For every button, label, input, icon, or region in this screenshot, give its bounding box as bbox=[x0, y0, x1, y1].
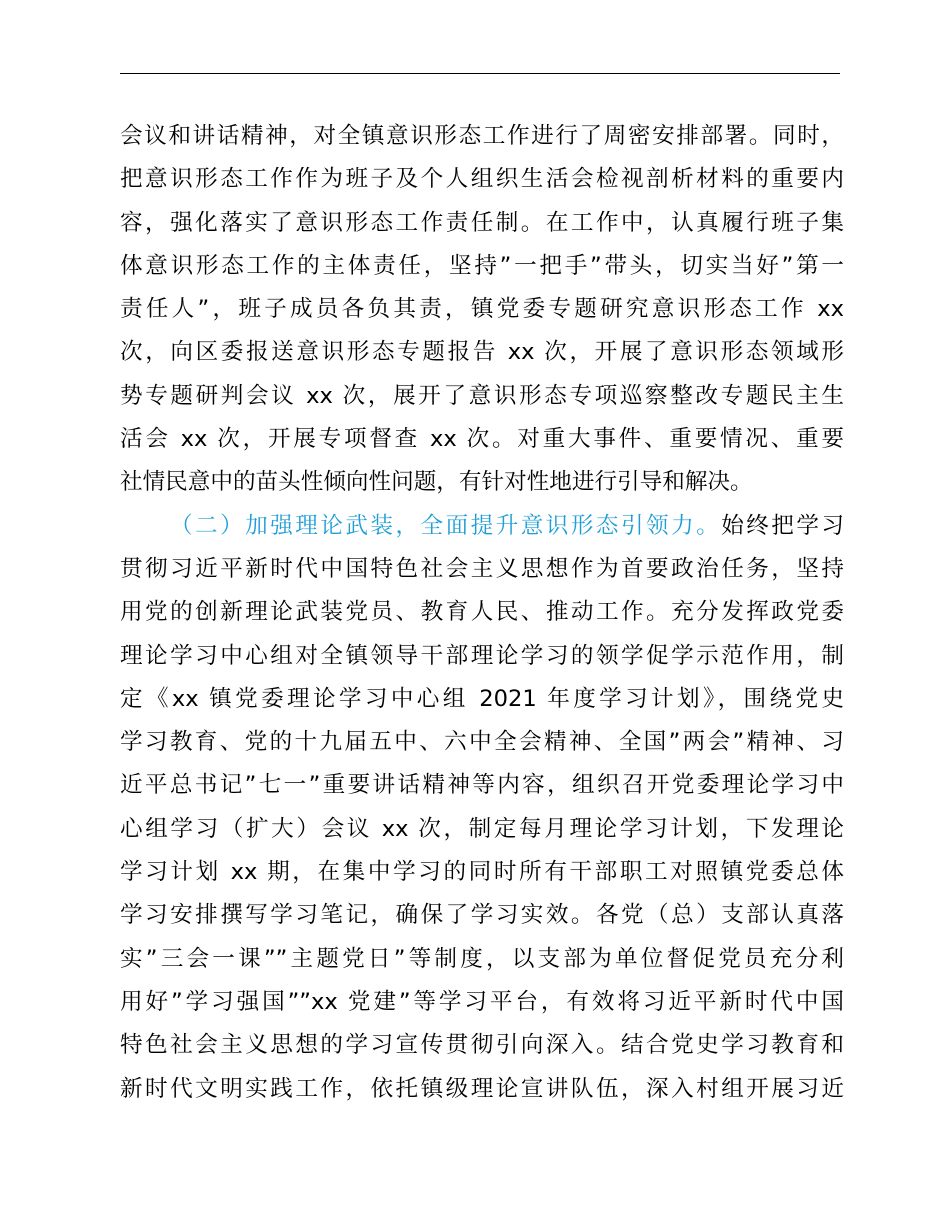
paragraph-line: 活会 xx 次，开展专项督查 xx 次。对重大事件、重要情况、重要 bbox=[120, 426, 844, 453]
paragraph-line: 体意识形态工作的主体责任，坚持”一把手”带头，切实当好”第一 bbox=[120, 252, 844, 279]
section-heading-line bbox=[120, 505, 844, 548]
section-2 bbox=[120, 505, 844, 1111]
paragraph-line: 定《xx 镇党委理论学习中心组 2021 年度学习计划》，围绕党史 bbox=[120, 685, 844, 712]
paragraph-line: 学习计划 xx 期，在集中学习的同时所有干部职工对照镇党委总体 bbox=[120, 859, 844, 886]
paragraph-line: 用党的创新理论武装党员、教育人民、推动工作。充分发挥政党委 bbox=[120, 599, 844, 626]
section-heading: （二）加强理论武装，全面提升意识形态引领力。 bbox=[170, 512, 722, 539]
paragraph-line: 学习教育、党的十九届五中、六中全会精神、全国”两会”精神、习 bbox=[120, 729, 844, 756]
paragraph-line: 社情民意中的苗头性倾向性问题，有针对性地进行引导和解决。 bbox=[120, 469, 753, 496]
paragraph-line: 会议和讲话精神，对全镇意识形态工作进行了周密安排部署。同时， bbox=[120, 123, 844, 149]
section-heading-rest: 始终把学习 bbox=[721, 512, 845, 539]
paragraph-line: 心组学习（扩大）会议 xx 次，制定每月理论学习计划，下发理论 bbox=[120, 815, 844, 842]
header-rule bbox=[120, 73, 840, 74]
paragraph-line: 新时代文明实践工作，依托镇级理论宣讲队伍，深入村组开展习近 bbox=[120, 1075, 844, 1102]
paragraph-line: 理论学习中心组对全镇领导干部理论学习的领学促学示范作用，制 bbox=[120, 642, 844, 669]
paragraph-line: 容，强化落实了意识形态工作责任制。在工作中，认真履行班子集 bbox=[120, 209, 844, 236]
paragraph-line: 责任人”，班子成员各负其责，镇党委专题研究意识形态工作 xx bbox=[120, 296, 844, 323]
paragraph-line: 用好”学习强国””xx 党建”等学习平台，有效将习近平新时代中国 bbox=[120, 988, 844, 1015]
paragraph-1 bbox=[120, 115, 844, 505]
paragraph-line: 贯彻习近平新时代中国特色社会主义思想作为首要政治任务，坚持 bbox=[120, 555, 844, 582]
paragraph-line: 近平总书记”七一”重要讲话精神等内容，组织召开党委理论学习中 bbox=[120, 772, 844, 799]
paragraph-line: 实”三会一课””主题党日”等制度，以支部为单位督促党员充分利 bbox=[120, 945, 844, 972]
body-text bbox=[120, 115, 844, 1111]
paragraph-line: 势专题研判会议 xx 次，展开了意识形态专项巡察整改专题民主生 bbox=[120, 382, 844, 409]
paragraph-line: 特色社会主义思想的学习宣传贯彻引向深入。结合党史学习教育和 bbox=[120, 1032, 844, 1059]
paragraph-line: 次，向区委报送意识形态专题报告 xx 次，开展了意识形态领域形 bbox=[120, 339, 844, 366]
paragraph-line: 把意识形态工作作为班子及个人组织生活会检视剖析材料的重要内 bbox=[120, 166, 844, 193]
paragraph-line: 学习安排撰写学习笔记，确保了学习实效。各党（总）支部认真落 bbox=[120, 902, 844, 929]
